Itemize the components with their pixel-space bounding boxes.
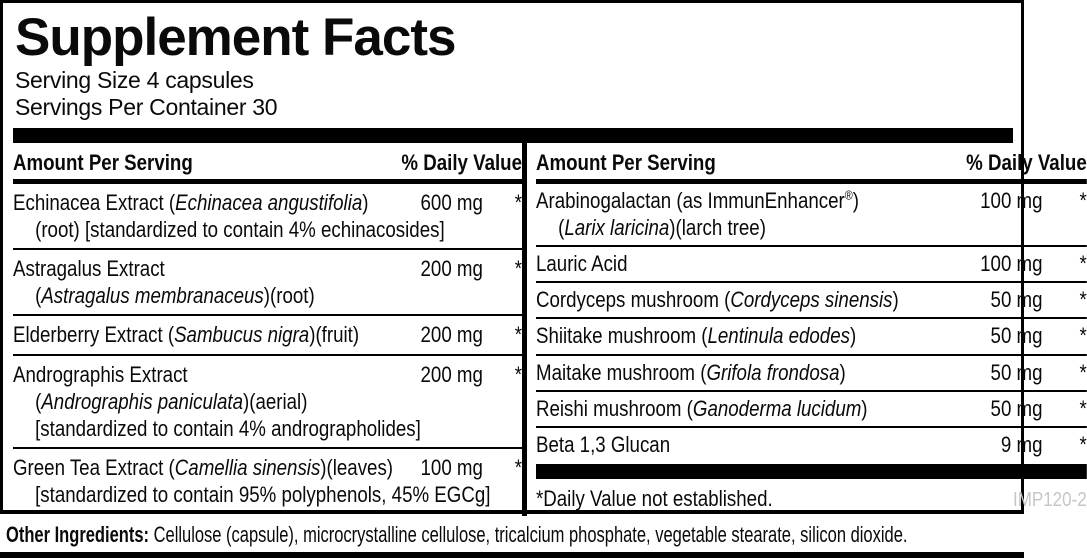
ingredient-amount: 200 mg bbox=[420, 361, 483, 387]
ingredient-main-line bbox=[536, 431, 1087, 458]
ingredient-row bbox=[536, 428, 1087, 462]
ingredient-detail bbox=[13, 415, 522, 442]
ingredient-name bbox=[536, 359, 981, 386]
ingredient-detail bbox=[13, 216, 522, 243]
ingredient-main-line bbox=[13, 454, 522, 481]
ingredient-row bbox=[13, 316, 522, 355]
name-text: (root) [standardized to contain 4% echinacosides] bbox=[35, 217, 445, 243]
species-name: Astragalus membranaceus bbox=[41, 283, 264, 309]
ingredient-name bbox=[13, 321, 417, 348]
ingredient-name bbox=[13, 189, 417, 216]
daily-value-asterisk: * bbox=[1079, 359, 1087, 385]
ingredient-name bbox=[13, 361, 417, 388]
daily-value-asterisk: * bbox=[1079, 323, 1087, 349]
name-text: )(leaves) bbox=[320, 454, 394, 480]
other-ingredients-label: Other Ingredients: bbox=[6, 522, 150, 547]
ingredient-detail bbox=[13, 388, 522, 415]
name-text: Reishi mushroom ( bbox=[536, 395, 693, 421]
left-ingredient-rows bbox=[13, 184, 522, 512]
ingredient-name bbox=[536, 431, 981, 458]
ingredient-name bbox=[536, 286, 981, 313]
daily-value-asterisk: * bbox=[514, 256, 523, 282]
ingredient-amount: 50 mg bbox=[990, 323, 1043, 349]
ingredient-row bbox=[13, 184, 522, 250]
name-text: Lauric Acid bbox=[536, 251, 628, 277]
name-text: ) bbox=[839, 359, 846, 385]
ingredient-row bbox=[536, 319, 1087, 355]
ingredient-name bbox=[536, 322, 981, 349]
species-name: Camellia sinensis bbox=[174, 454, 321, 480]
ingredient-row bbox=[536, 356, 1087, 392]
ingredient-amount: 100 mg bbox=[420, 454, 483, 480]
ingredient-main-line bbox=[536, 322, 1087, 349]
ingredient-row bbox=[536, 184, 1087, 247]
species-name: Larix laricina bbox=[564, 215, 670, 241]
ingredient-row bbox=[536, 247, 1087, 283]
column-header-right bbox=[536, 143, 1087, 184]
name-text: Maitake mushroom ( bbox=[536, 359, 707, 385]
ingredient-row bbox=[13, 250, 522, 316]
name-text: )(larch tree) bbox=[669, 215, 766, 241]
ingredient-row bbox=[536, 392, 1087, 428]
name-text: )(root) bbox=[263, 283, 315, 309]
name-text: Arabinogalactan (as ImmunEnhancer bbox=[536, 188, 845, 214]
ingredient-main-line bbox=[13, 255, 522, 282]
name-text: ) bbox=[892, 287, 899, 313]
ingredient-row bbox=[13, 356, 522, 449]
name-text: ) bbox=[362, 190, 369, 216]
ingredient-amount: 9 mg bbox=[1000, 431, 1043, 457]
ingredient-detail bbox=[13, 481, 522, 508]
ingredient-main-line bbox=[536, 359, 1087, 386]
daily-value-header: % Daily Value bbox=[401, 150, 523, 176]
name-text: Astragalus Extract bbox=[13, 256, 165, 282]
daily-value-asterisk: * bbox=[1079, 188, 1087, 214]
ingredient-detail bbox=[13, 282, 522, 309]
footnote-divider-bar bbox=[536, 464, 1087, 479]
ingredient-detail bbox=[536, 214, 1087, 241]
ingredient-amount: 100 mg bbox=[980, 251, 1043, 277]
name-text: [standardized to contain 95% polyphenols, 45% EGCg] bbox=[35, 481, 491, 507]
serving-info bbox=[15, 67, 1013, 121]
right-ingredient-rows bbox=[536, 184, 1087, 461]
daily-value-asterisk: * bbox=[514, 322, 523, 348]
name-text: ( bbox=[35, 283, 42, 309]
name-text: Shiitake mushroom ( bbox=[536, 323, 708, 349]
species-name: Sambucus nigra bbox=[174, 322, 310, 348]
servings-per-container-text: Servings Per Container 30 bbox=[15, 94, 278, 121]
name-text: Andrographis Extract bbox=[13, 361, 188, 387]
other-ingredients-text: Cellulose (capsule), microcrystalline cellulose, tricalcium phosphate, vegetable stearate, silicon dioxide. bbox=[149, 522, 908, 547]
ingredient-row bbox=[536, 283, 1087, 319]
ingredient-main-line bbox=[536, 286, 1087, 313]
ingredient-row bbox=[13, 449, 522, 513]
footnote-row bbox=[536, 479, 1087, 517]
bottom-crop-bar bbox=[0, 552, 1024, 558]
species-name: Echinacea angustifolia bbox=[175, 190, 363, 216]
facts-columns bbox=[13, 143, 1087, 516]
daily-value-asterisk: * bbox=[514, 361, 523, 387]
name-text: [standardized to contain 4% andrographolides] bbox=[35, 415, 421, 441]
daily-value-asterisk: * bbox=[1079, 431, 1087, 457]
facts-column-left bbox=[13, 143, 522, 516]
ingredient-main-line bbox=[13, 361, 522, 388]
daily-value-asterisk: * bbox=[514, 454, 523, 480]
panel-title: Supplement Facts bbox=[15, 8, 456, 67]
daily-value-asterisk: * bbox=[1079, 287, 1087, 313]
daily-value-header: % Daily Value bbox=[966, 150, 1087, 176]
ingredient-main-line bbox=[536, 187, 1087, 214]
ingredient-name bbox=[13, 255, 417, 282]
ingredient-amount: 50 mg bbox=[990, 287, 1043, 313]
ingredient-amount: 200 mg bbox=[420, 322, 483, 348]
name-text: Cordyceps mushroom ( bbox=[536, 287, 731, 313]
ingredient-amount: 50 mg bbox=[990, 359, 1043, 385]
name-text: ( bbox=[558, 215, 565, 241]
daily-value-asterisk: * bbox=[514, 190, 523, 216]
name-text: ) bbox=[861, 395, 868, 421]
other-ingredients-line bbox=[6, 522, 1027, 548]
ingredient-amount: 200 mg bbox=[420, 256, 483, 282]
name-text: Echinacea Extract ( bbox=[13, 190, 176, 216]
species-name: Ganoderma lucidum bbox=[692, 395, 862, 421]
name-text: Green Tea Extract ( bbox=[13, 454, 175, 480]
name-text: ( bbox=[35, 388, 42, 414]
facts-column-right bbox=[527, 143, 1087, 516]
ingredient-amount: 50 mg bbox=[990, 395, 1043, 421]
species-name: Cordyceps sinensis bbox=[730, 287, 893, 313]
daily-value-asterisk: * bbox=[1079, 251, 1087, 277]
amount-per-serving-header: Amount Per Serving bbox=[536, 150, 716, 176]
ingredient-amount: 100 mg bbox=[980, 188, 1043, 214]
ingredient-main-line bbox=[536, 250, 1087, 277]
ingredient-main-line bbox=[536, 395, 1087, 422]
daily-value-footnote: *Daily Value not established. bbox=[536, 485, 773, 511]
ingredient-amount: 600 mg bbox=[420, 190, 483, 216]
species-name: Grifola frondosa bbox=[706, 359, 840, 385]
name-text: ) bbox=[849, 323, 857, 349]
ingredient-main-line bbox=[13, 321, 522, 348]
product-code: IMP120-2 bbox=[1013, 488, 1087, 511]
ingredient-name bbox=[536, 250, 980, 277]
ingredient-name bbox=[13, 454, 417, 481]
ingredient-name bbox=[536, 395, 981, 422]
name-text: )(aerial) bbox=[243, 388, 308, 414]
column-header-left bbox=[13, 143, 522, 184]
serving-size-text: Serving Size 4 capsules bbox=[15, 67, 254, 93]
ingredient-main-line bbox=[13, 189, 522, 216]
daily-value-asterisk: * bbox=[1079, 395, 1087, 421]
species-name: Andrographis paniculata bbox=[41, 388, 244, 414]
ingredient-name bbox=[536, 187, 980, 214]
name-text: ) bbox=[852, 188, 859, 214]
name-text: Beta 1,3 Glucan bbox=[536, 431, 671, 457]
name-text: Elderberry Extract ( bbox=[13, 322, 175, 348]
amount-per-serving-header: Amount Per Serving bbox=[13, 150, 193, 176]
thick-divider-bar bbox=[13, 128, 1013, 143]
name-text: )(fruit) bbox=[309, 322, 360, 348]
name-text: ® bbox=[844, 187, 853, 203]
species-name: Lentinula edodes bbox=[707, 323, 850, 349]
